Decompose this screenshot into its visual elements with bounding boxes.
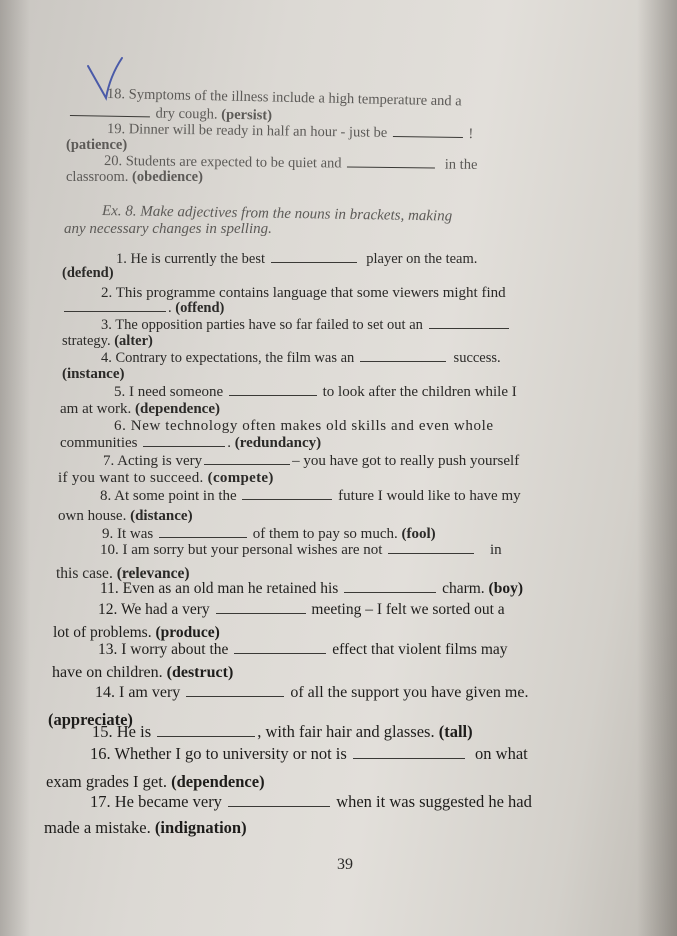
answer-blank[interactable] <box>344 591 436 593</box>
sentence-13 <box>98 641 508 659</box>
word-hint: (boy) <box>488 580 523 597</box>
sentence-text: 11. Even as an old man he retained his <box>100 580 339 597</box>
answer-blank[interactable] <box>228 805 330 807</box>
sentence-text: strategy. <box>62 333 111 349</box>
word-hint-19 <box>66 137 127 154</box>
sentence-text: , with fair hair and glasses. <box>257 722 435 741</box>
sentence-text: player on the team. <box>366 251 478 267</box>
sentence-text: effect that violent films may <box>332 641 508 658</box>
sentence-text: 8. At some point in the <box>100 488 237 504</box>
word-hint: (dependence) <box>171 772 265 791</box>
sentence-12 <box>98 601 505 619</box>
sentence-8-cont <box>58 508 193 525</box>
sentence-text: have on children. <box>52 664 163 681</box>
sentence-text: exam grades I get. <box>46 772 167 791</box>
sentence-20-cont <box>66 169 203 186</box>
sentence-text: of all the support you have given me. <box>290 684 529 701</box>
sentence-12-cont <box>53 624 220 642</box>
sentence-3 <box>101 317 511 334</box>
answer-blank[interactable] <box>204 463 290 465</box>
sentence-17 <box>90 792 532 812</box>
sentence-text: 20. Students are expected to be quiet and <box>103 153 342 172</box>
sentence-text: 19. Dinner will be ready in half an hour - just be <box>106 121 388 141</box>
sentence-text: 5. I need someone <box>114 384 224 400</box>
answer-blank[interactable] <box>353 757 465 759</box>
exercise-instruction-cont <box>64 221 272 238</box>
sentence-17-cont <box>44 818 247 838</box>
sentence-11 <box>100 580 523 598</box>
sentence-text: . <box>168 300 172 316</box>
page-shadow-left <box>0 0 30 936</box>
sentence-text: if you want to succeed. <box>58 470 204 486</box>
sentence-13-cont <box>52 664 233 682</box>
word-hint: (patience) <box>66 137 128 153</box>
sentence-1 <box>116 251 477 268</box>
answer-blank[interactable] <box>234 652 326 654</box>
sentence-text: 4. Contrary to expectations, the film was an <box>101 350 355 366</box>
sentence-text: 2. This programme contains language that some viewers might find <box>101 285 506 301</box>
sentence-19 <box>107 121 474 143</box>
word-hint: (alter) <box>114 333 153 349</box>
sentence-text: 7. Acting is very <box>103 453 203 469</box>
sentence-16 <box>90 744 528 764</box>
exercise-label: Ex. 8. <box>101 203 137 220</box>
sentence-text: to look after the children while I <box>322 384 517 400</box>
word-hint: (appreciate) <box>48 710 133 729</box>
answer-blank[interactable] <box>360 360 446 362</box>
word-hint: (instance) <box>62 366 125 382</box>
instruction-text: any necessary changes in spelling. <box>64 221 272 237</box>
sentence-text: of them to pay so much. <box>252 526 398 542</box>
sentence-8 <box>100 488 521 505</box>
sentence-text: 14. I am very <box>95 684 181 701</box>
sentence-14 <box>95 684 528 702</box>
answer-blank[interactable] <box>157 735 255 737</box>
sentence-text: own house. <box>58 508 127 524</box>
answer-blank[interactable] <box>159 536 247 538</box>
sentence-text: 18. Symptoms of the illness include a high temperature and a <box>106 86 462 110</box>
sentence-6 <box>114 418 494 435</box>
sentence-text: 1. He is currently the best <box>116 251 265 267</box>
sentence-text: 13. I worry about the <box>98 641 229 658</box>
answer-blank[interactable] <box>70 114 150 117</box>
answer-blank[interactable] <box>429 327 509 329</box>
word-hint: (produce) <box>155 624 220 641</box>
sentence-text: 12. We had a very <box>98 601 210 618</box>
sentence-9 <box>102 526 436 543</box>
sentence-text: charm. <box>442 580 485 597</box>
sentence-5-cont <box>60 401 220 418</box>
word-hint: (destruct) <box>166 664 234 681</box>
sentence-text: ! <box>468 126 474 143</box>
word-hint-1 <box>62 265 114 282</box>
sentence-text: made a mistake. <box>44 818 151 837</box>
answer-blank[interactable] <box>143 445 225 447</box>
sentence-text: – you have got to really push yourself <box>292 453 520 469</box>
answer-blank[interactable] <box>64 310 166 312</box>
sentence-text: dry cough. <box>155 105 218 123</box>
answer-blank[interactable] <box>229 394 317 396</box>
word-hint-4 <box>62 366 125 383</box>
sentence-text: communities <box>60 435 138 451</box>
word-hint: (relevance) <box>116 565 190 582</box>
sentence-15 <box>92 722 473 742</box>
word-hint: (tall) <box>438 722 473 741</box>
sentence-text: this case. <box>56 565 113 582</box>
sentence-text: future I would like to have my <box>338 488 521 504</box>
word-hint: (persist) <box>221 106 273 124</box>
word-hint: (fool) <box>401 526 436 542</box>
sentence-text: meeting – I felt we sorted out a <box>311 601 505 618</box>
sentence-text: classroom. <box>66 169 129 185</box>
word-hint: (distance) <box>130 508 193 524</box>
page-number: 39 <box>337 856 353 873</box>
sentence-text: 9. It was <box>102 526 154 542</box>
sentence-7-cont <box>58 470 274 487</box>
sentence-text: . <box>227 435 231 451</box>
sentence-text: lot of problems. <box>53 624 152 641</box>
answer-blank[interactable] <box>347 166 435 169</box>
sentence-text: am at work. <box>60 401 132 417</box>
page-shadow-right <box>637 0 677 936</box>
answer-blank[interactable] <box>271 261 357 263</box>
sentence-text: when it was suggested he had <box>336 792 532 811</box>
sentence-16-cont <box>46 772 265 792</box>
sentence-text: success. <box>453 350 501 366</box>
sentence-text: 15. He is <box>92 722 152 741</box>
word-hint: (indignation) <box>154 818 247 837</box>
sentence-10 <box>100 542 502 559</box>
sentence-text: 3. The opposition parties have so far failed to set out an <box>101 317 423 333</box>
word-hint: (redundancy) <box>234 435 322 451</box>
sentence-text: 17. He became very <box>90 792 222 811</box>
answer-blank[interactable] <box>388 552 474 554</box>
answer-blank[interactable] <box>186 695 284 697</box>
instruction-text: Make adjectives from the nouns in brackets, making <box>140 203 453 225</box>
sentence-text: in the <box>444 156 478 173</box>
sentence-text: 6. New technology often makes old skills and even whole <box>114 418 494 434</box>
sentence-5 <box>114 384 517 401</box>
word-hint: (obedience) <box>132 169 203 185</box>
word-hint: (compete) <box>207 470 274 486</box>
sentence-text: on what <box>475 744 528 763</box>
sentence-text: 10. I am sorry but your personal wishes are not <box>100 542 383 558</box>
sentence-3-cont <box>62 333 153 350</box>
sentence-text: 16. Whether I go to university or not is <box>90 744 347 763</box>
sentence-7 <box>103 453 519 470</box>
word-hint: (defend) <box>62 265 114 281</box>
answer-blank[interactable] <box>242 498 332 500</box>
answer-blank[interactable] <box>393 135 463 138</box>
word-hint: (dependence) <box>134 401 220 417</box>
word-hint: (offend) <box>175 300 225 316</box>
answer-blank[interactable] <box>216 612 306 614</box>
sentence-6-cont <box>60 435 321 452</box>
sentence-2-cont <box>62 300 224 317</box>
sentence-4 <box>101 350 501 367</box>
sentence-text: in <box>489 542 502 558</box>
